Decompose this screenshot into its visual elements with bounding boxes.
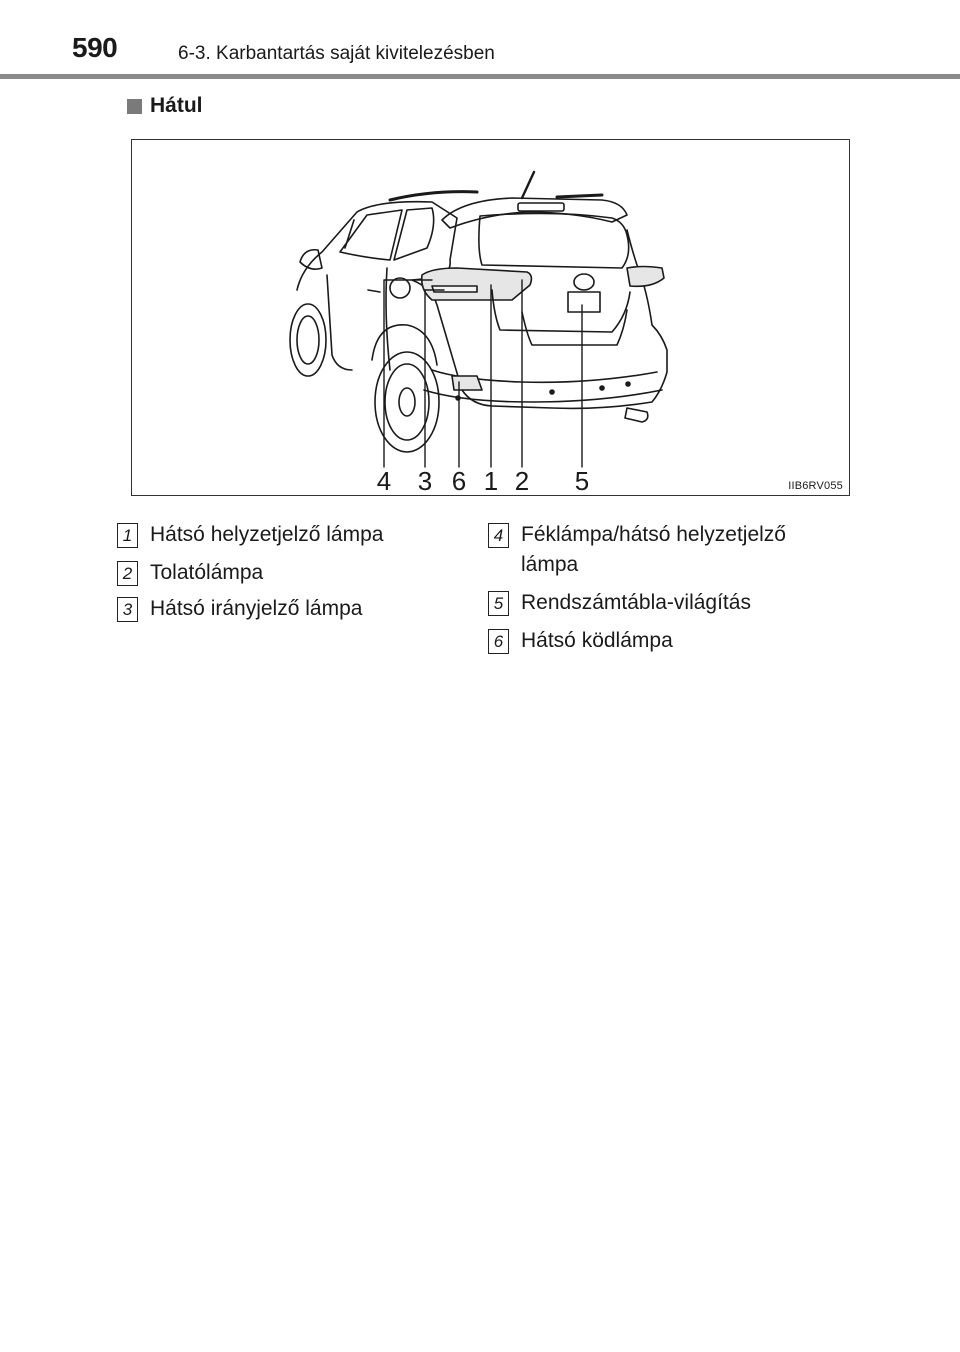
- legend-number: 2: [117, 561, 138, 586]
- legend-item: [117, 594, 450, 624]
- legend-number: 5: [488, 591, 509, 616]
- section-heading: [127, 92, 203, 120]
- legend-text: Tolatólámpa: [150, 561, 264, 584]
- car-rear-illustration: [132, 140, 849, 495]
- legend-text: Féklámpa/hátsó helyzetjelző lámpa: [521, 523, 786, 576]
- section-title: Hátul: [150, 94, 203, 117]
- legend-number: 1: [117, 523, 138, 548]
- legend-item: [488, 626, 821, 656]
- figure-callout-5: 5: [574, 466, 590, 495]
- figure-callout-2: 2: [514, 466, 530, 495]
- legend-text: Hátsó irányjelző lámpa: [150, 597, 363, 620]
- legend-text: Hátsó ködlámpa: [521, 629, 673, 652]
- page-number: 590: [72, 32, 118, 63]
- legend-text: Rendszámtábla-világítás: [521, 591, 751, 614]
- legend-number: 3: [117, 597, 138, 622]
- figure-callout-1: 1: [483, 466, 499, 495]
- figure-callout-6: 6: [451, 466, 467, 495]
- legend-item: [117, 520, 450, 550]
- legend-item: [117, 558, 450, 588]
- square-bullet-icon: [127, 99, 142, 114]
- figure-callout-3: 3: [417, 466, 433, 495]
- header-rule: [0, 74, 960, 79]
- legend-item: [488, 588, 821, 618]
- figure-callout-4: 4: [376, 466, 392, 495]
- page-header: [0, 0, 960, 78]
- rear-view-figure: [131, 139, 850, 496]
- legend-item: [488, 520, 821, 580]
- legend-number: 4: [488, 523, 509, 548]
- chapter-title: 6-3. Karbantartás saját kivitelezésben: [178, 43, 495, 64]
- legend-number: 6: [488, 629, 509, 654]
- figure-code: IIB6RV055: [788, 480, 843, 492]
- legend-text: Hátsó helyzetjelző lámpa: [150, 523, 384, 546]
